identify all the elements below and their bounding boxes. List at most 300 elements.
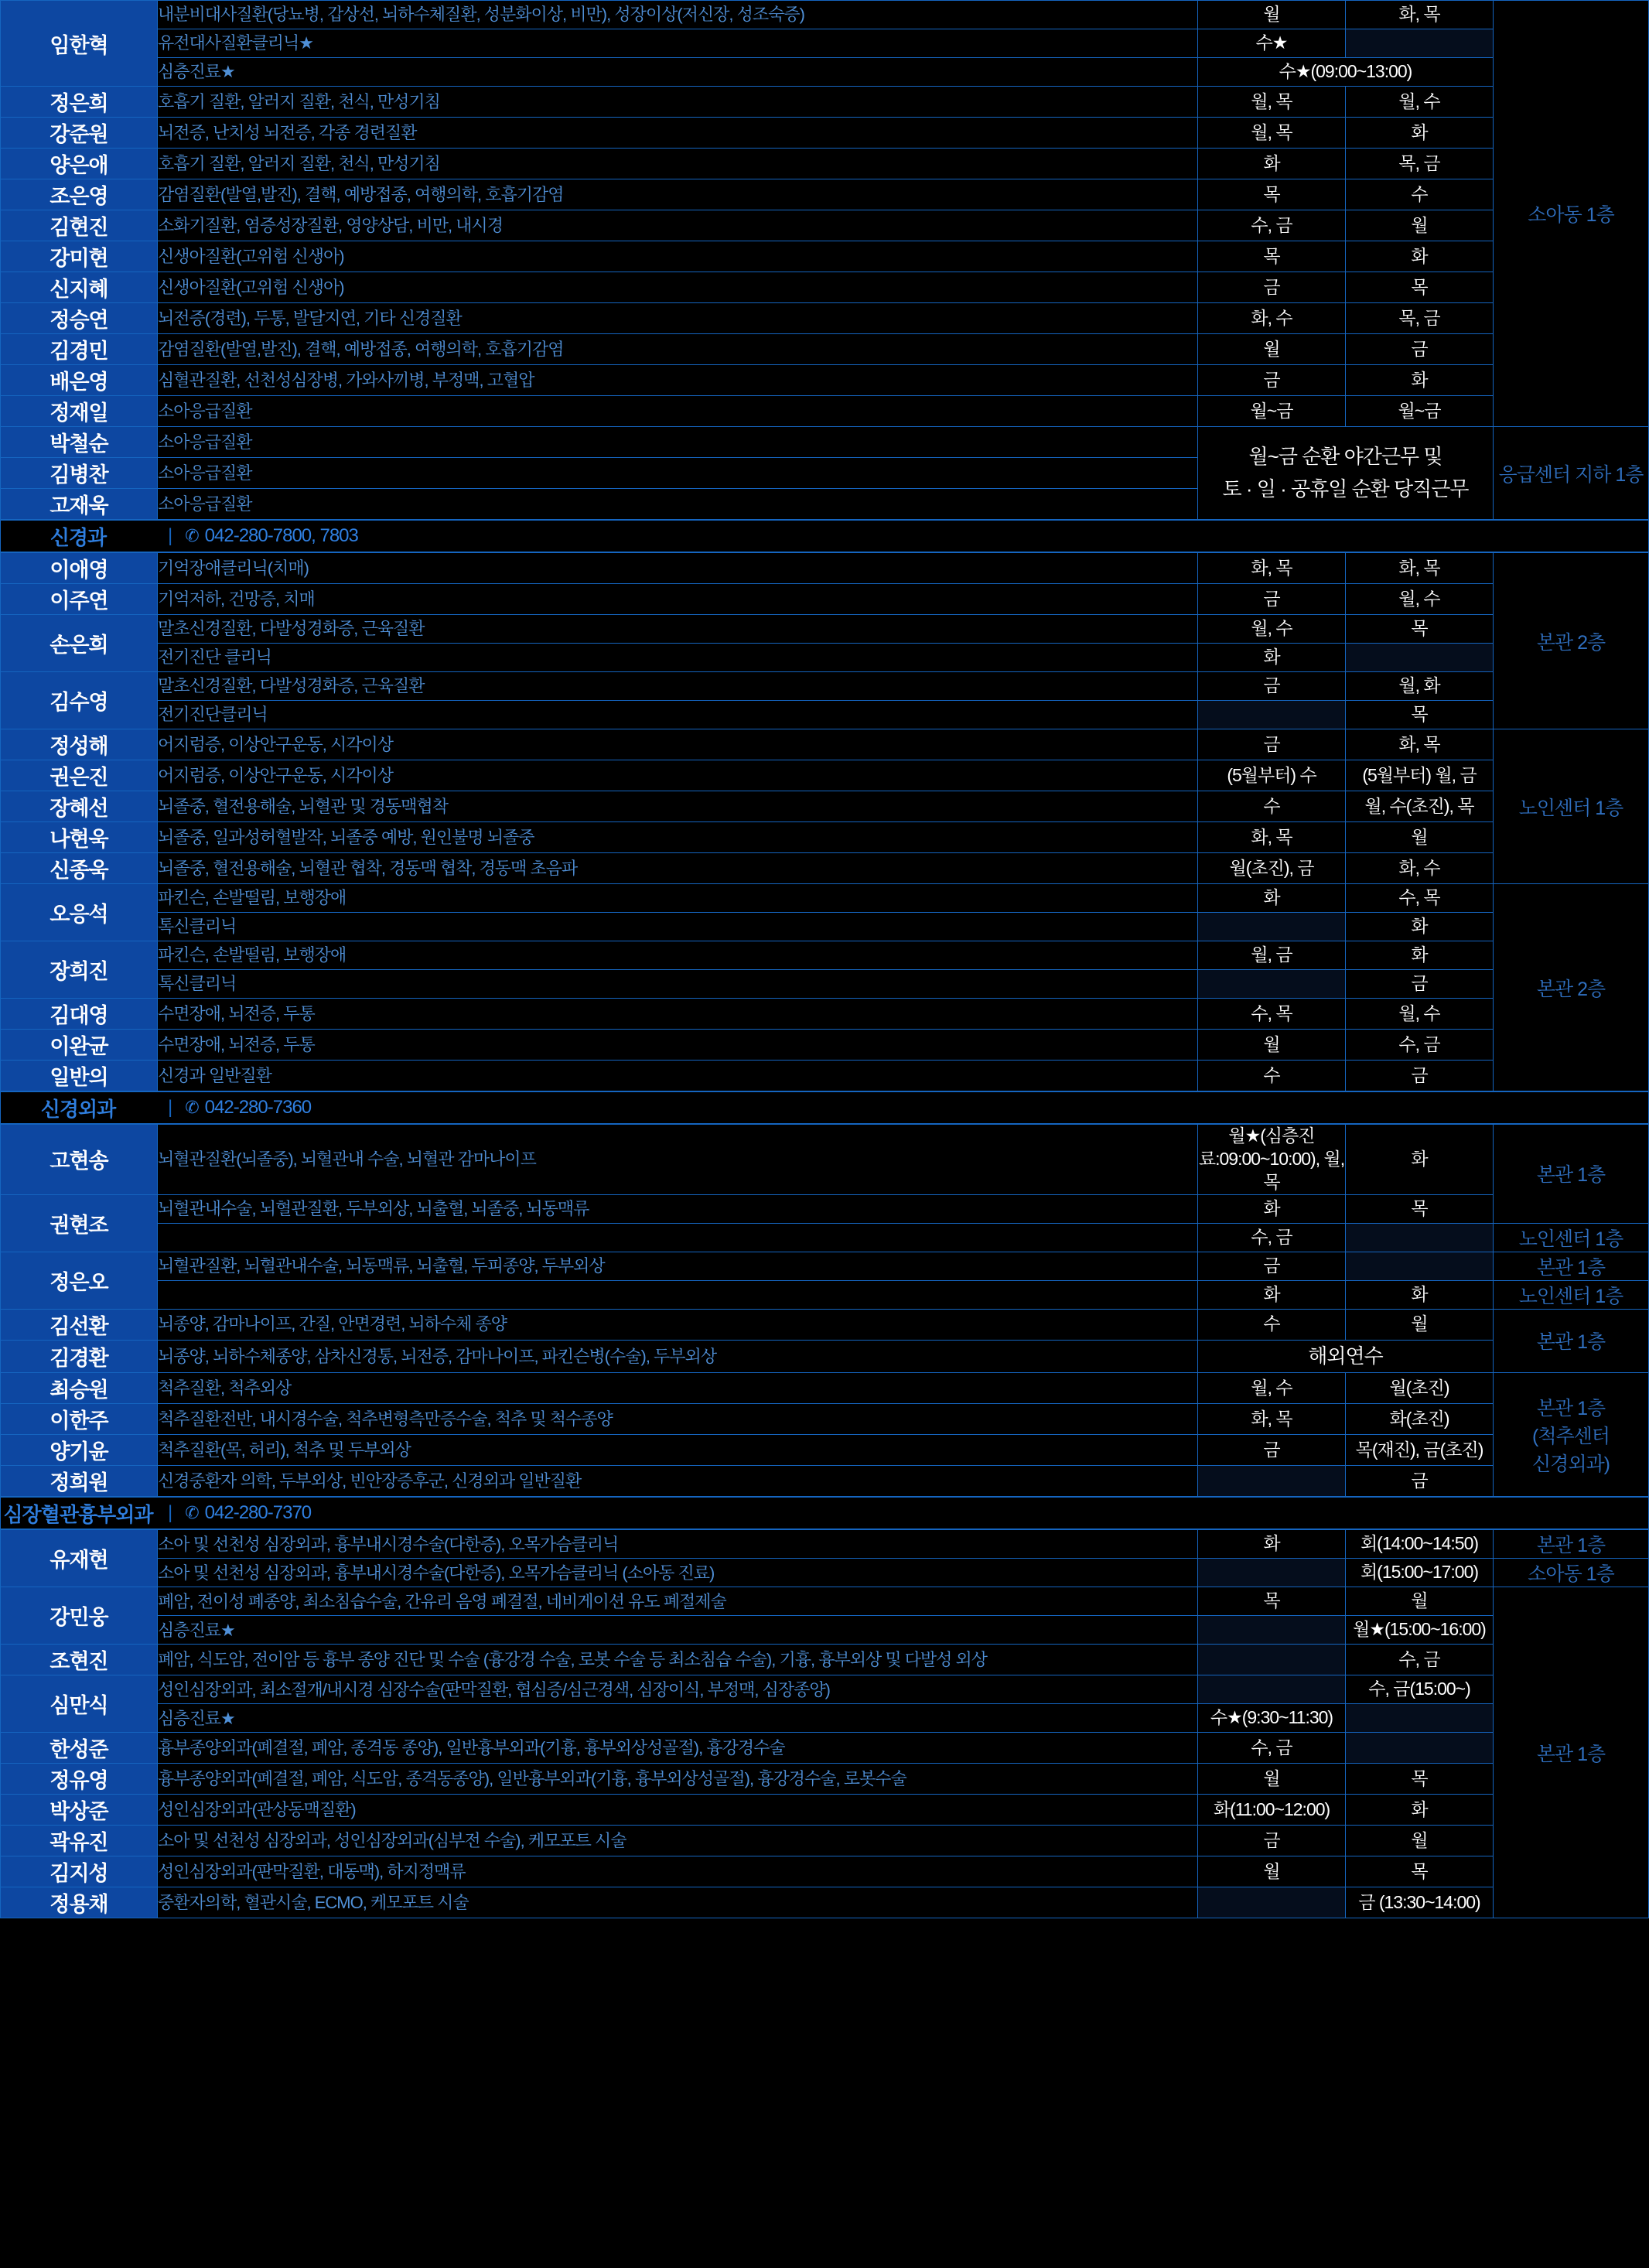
day-cell-morning: 금 [1198, 729, 1346, 760]
schedule-table [0, 1124, 1649, 1497]
day-cell-morning: 화 [1198, 884, 1346, 913]
table-row [1, 1887, 1649, 1918]
day-cell-afternoon: 월 [1346, 822, 1494, 853]
day-cell-morning: 금 [1198, 672, 1346, 701]
location-line: 응급센터 지하 1층 [1498, 463, 1644, 486]
doctor-name-cell: 오응석 [1, 884, 158, 941]
table-row [1, 584, 1649, 615]
location-cell [1494, 1125, 1649, 1224]
day-cell-morning: 수 [1198, 1061, 1346, 1091]
schedule-table [0, 0, 1649, 520]
day-cell-morning: 월 [1198, 1030, 1346, 1061]
location-cell [1494, 1587, 1649, 1918]
location-cell [1494, 1309, 1649, 1373]
day-cell-afternoon: 수 [1346, 179, 1494, 210]
location-line: 신경외과) [1532, 1453, 1610, 1475]
specialty-cell: 척추질환, 척추외상 [158, 1373, 1198, 1404]
doctor-name-cell: 배은영 [1, 365, 158, 396]
day-cell-morning: 화 [1198, 1280, 1346, 1309]
department-name: 신경외과 [40, 1097, 116, 1121]
doctor-name-cell: 정용채 [1, 1887, 158, 1918]
table-row [1, 29, 1649, 58]
day-cell-morning [1198, 913, 1346, 941]
specialty-cell: 뇌종양, 뇌하수체종양, 삼차신경통, 뇌전증, 감마나이프, 파킨슨병(수술), 두부외상 [158, 1340, 1198, 1373]
table-row [1, 1404, 1649, 1435]
specialty-cell: 뇌졸중, 혈전용해술, 뇌혈관 및 경동맥협착 [158, 791, 1198, 822]
table-row [1, 1795, 1649, 1826]
doctor-name-cell: 이주연 [1, 584, 158, 615]
doctor-name-cell: 정재일 [1, 396, 158, 427]
table-row [1, 179, 1649, 210]
doctor-name-cell: 김경민 [1, 334, 158, 365]
divider: | [168, 1097, 173, 1118]
day-cell-morning: 수, 금 [1198, 1223, 1346, 1252]
specialty-cell: 성인심장외과(관상동맥질환) [158, 1795, 1198, 1826]
day-cell-morning [1198, 1887, 1346, 1918]
location-cell [1494, 884, 1649, 1091]
day-cell-morning: 월 [1198, 334, 1346, 365]
day-cell-afternoon: 회(15:00~17:00) [1346, 1559, 1494, 1587]
specialty-cell: 뇌혈관질환, 뇌혈관내수술, 뇌동맥류, 뇌출혈, 두피종양, 두부외상 [158, 1252, 1198, 1280]
day-cell-morning: 화, 목 [1198, 1404, 1346, 1435]
day-cell-morning [1198, 1466, 1346, 1497]
schedule-table [0, 1529, 1649, 1918]
day-cell-span: 수★(09:00~13:00) [1198, 58, 1494, 87]
location-line: 소아동 1층 [1528, 204, 1614, 226]
day-cell-morning: 금 [1198, 272, 1346, 303]
table-row [1, 1466, 1649, 1497]
table-row [1, 1309, 1649, 1340]
location-line: 소아동 1층 [1528, 1563, 1614, 1586]
doctor-name-cell: 김대영 [1, 999, 158, 1030]
day-cell-afternoon: 화 [1346, 1125, 1494, 1195]
table-row [1, 760, 1649, 791]
day-cell-afternoon [1346, 644, 1494, 672]
doctor-name-cell: 김수영 [1, 672, 158, 729]
day-cell-morning: 월~금 [1198, 396, 1346, 427]
location-cell [1494, 729, 1649, 884]
doctor-name-cell: 이완균 [1, 1030, 158, 1061]
doctor-name-cell: 고재욱 [1, 489, 158, 520]
doctor-name-cell: 손은희 [1, 615, 158, 672]
specialty-cell: 성인심장외과(판막질환, 대동맥), 하지정맥류 [158, 1856, 1198, 1887]
specialty-cell: 호흡기 질환, 알러지 질환, 천식, 만성기침 [158, 149, 1198, 179]
day-cell-afternoon: 월~금 [1346, 396, 1494, 427]
day-cell-afternoon: 목, 금 [1346, 149, 1494, 179]
doctor-name-cell: 정성해 [1, 729, 158, 760]
day-cell-afternoon [1346, 1223, 1494, 1252]
table-row [1, 241, 1649, 272]
table-row [1, 1764, 1649, 1795]
department-phone [185, 1097, 311, 1119]
divider: | [168, 525, 173, 546]
day-cell-afternoon [1346, 1252, 1494, 1280]
day-cell-morning: 금 [1198, 584, 1346, 615]
table-row [1, 334, 1649, 365]
specialty-cell: 전기진단클리닉 [158, 701, 1198, 729]
specialty-cell: 소아 및 선천성 심장외과, 흉부내시경수술(다한증), 오목가슴클리닉 (소아동 진료) [158, 1559, 1198, 1587]
day-cell-afternoon: 월 [1346, 1826, 1494, 1856]
specialty-cell [158, 1280, 1198, 1309]
table-row [1, 1194, 1649, 1223]
phone-icon: ✆ [185, 526, 199, 545]
table-row [1, 210, 1649, 241]
department-phone-number: 042-280-7800, 7803 [204, 525, 358, 546]
table-row [1, 553, 1649, 584]
location-line: 노인센터 1층 [1518, 1228, 1623, 1250]
specialty-cell: 내분비대사질환(당뇨병, 갑상선, 뇌하수체질환, 성분화이상, 비만), 성장이상(저신장, 성조숙증) [158, 1, 1198, 29]
divider: | [168, 1502, 173, 1524]
specialty-cell: 파킨슨, 손발떨림, 보행장애 [158, 884, 1198, 913]
table-row [1, 1125, 1649, 1195]
day-cell-morning [1198, 1675, 1346, 1704]
day-cell-afternoon: 금 (13:30~14:00) [1346, 1887, 1494, 1918]
day-cell-afternoon: 금 [1346, 970, 1494, 999]
day-cell-afternoon: 월 [1346, 1309, 1494, 1340]
doctor-name-cell: 강민웅 [1, 1587, 158, 1645]
doctor-name-cell: 나현욱 [1, 822, 158, 853]
doctor-name-cell: 정은희 [1, 87, 158, 118]
doctor-name-cell: 김현진 [1, 210, 158, 241]
doctor-name-cell: 장혜선 [1, 791, 158, 822]
note-cell: 해외연수 [1198, 1340, 1494, 1373]
doctor-name-cell: 최승원 [1, 1373, 158, 1404]
location-cell [1494, 1, 1649, 427]
doctor-name-cell: 이애영 [1, 553, 158, 584]
specialty-cell: 전기진단 클리닉 [158, 644, 1198, 672]
location-line: 본관 1층 [1536, 1743, 1606, 1765]
specialty-cell: 소아응급질환 [158, 458, 1198, 489]
department-header [0, 520, 1649, 552]
specialty-cell: 흉부종양외과(폐결절, 폐암, 종격동 종양), 일반흉부외과(기흉, 흉부외상성골절), 흉강경수술 [158, 1733, 1198, 1764]
specialty-cell: 감염질환(발열,발진), 결핵, 예방접종, 여행의학, 호흡기감염 [158, 334, 1198, 365]
table-row [1, 1675, 1649, 1704]
table-row [1, 149, 1649, 179]
day-cell-afternoon: 금 [1346, 1061, 1494, 1091]
day-cell-afternoon: 금 [1346, 334, 1494, 365]
specialty-cell: 어지럼증, 이상안구운동, 시각이상 [158, 729, 1198, 760]
day-cell-morning: 월, 수 [1198, 615, 1346, 644]
location-line: 본관 1층 [1536, 1164, 1606, 1187]
table-row [1, 729, 1649, 760]
specialty-cell: 어지럼증, 이상안구운동, 시각이상 [158, 760, 1198, 791]
doctor-name-cell: 유재현 [1, 1530, 158, 1587]
day-cell-morning: 월 [1198, 1, 1346, 29]
phone-icon: ✆ [185, 1098, 199, 1117]
doctor-name-cell: 이한주 [1, 1404, 158, 1435]
doctor-name-cell: 김경환 [1, 1340, 158, 1373]
day-cell-morning: 화 [1198, 1530, 1346, 1559]
note-line: 토 · 일 · 공휴일 순환 당직근무 [1222, 476, 1469, 500]
table-row [1, 396, 1649, 427]
day-cell-morning: 금 [1198, 365, 1346, 396]
day-cell-morning: 화 [1198, 644, 1346, 672]
day-cell-morning: 목 [1198, 241, 1346, 272]
day-cell-afternoon: 목 [1346, 701, 1494, 729]
note-line: 월~금 순환 야간근무 및 [1248, 444, 1442, 468]
day-cell-afternoon: 화, 목 [1346, 1, 1494, 29]
day-cell-morning [1198, 701, 1346, 729]
doctor-name-cell: 양기윤 [1, 1435, 158, 1466]
specialty-cell: 폐암, 전이성 폐종양, 최소침습수술, 간유리 음영 폐결절, 네비게이션 유도 폐절제술 [158, 1587, 1198, 1616]
day-cell-morning: 월, 금 [1198, 941, 1346, 970]
specialty-cell: 척추질환전반, 내시경수술, 척추변형측만증수술, 척추 및 척수종양 [158, 1404, 1198, 1435]
day-cell-morning: 화, 목 [1198, 822, 1346, 853]
location-line: 본관 1층 [1536, 1256, 1606, 1279]
day-cell-afternoon: 월, 화 [1346, 672, 1494, 701]
specialty-cell: 소아응급질환 [158, 396, 1198, 427]
doctor-name-cell: 정유영 [1, 1764, 158, 1795]
specialty-cell: 호흡기 질환, 알러지 질환, 천식, 만성기침 [158, 87, 1198, 118]
specialty-cell: 뇌졸중, 혈전용해술, 뇌혈관 협착, 경동맥 협착, 경동맥 초음파 [158, 853, 1198, 884]
day-cell-morning: 월 [1198, 1764, 1346, 1795]
specialty-cell: 성인심장외과, 최소절개/내시경 심장수술(판막질환, 협심증/심근경색, 심장이식, 부정맥, 심장종양) [158, 1675, 1198, 1704]
location-cell [1494, 1252, 1649, 1280]
day-cell-afternoon: 화, 수 [1346, 853, 1494, 884]
specialty-cell: 뇌혈관내수술, 뇌혈관질환, 두부외상, 뇌출혈, 뇌졸중, 뇌동맥류 [158, 1194, 1198, 1223]
specialty-cell: 소아응급질환 [158, 427, 1198, 458]
specialty-cell: 소아 및 선천성 심장외과, 성인심장외과(심부전 수술), 케모포트 시술 [158, 1826, 1198, 1856]
day-cell-morning [1198, 1645, 1346, 1675]
day-cell-afternoon: 월★(15:00~16:00) [1346, 1616, 1494, 1645]
table-row [1, 1530, 1649, 1559]
day-cell-afternoon: 수, 금(15:00~) [1346, 1675, 1494, 1704]
day-cell-morning: 금 [1198, 1435, 1346, 1466]
table-row [1, 118, 1649, 149]
day-cell-afternoon [1346, 1704, 1494, 1733]
table-row [1, 87, 1649, 118]
day-cell-afternoon: 금 [1346, 1466, 1494, 1497]
doctor-name-cell: 박상준 [1, 1795, 158, 1826]
department-phone-number: 042-280-7370 [204, 1502, 312, 1524]
day-cell-morning [1198, 1616, 1346, 1645]
table-row [1, 1252, 1649, 1280]
doctor-name-cell: 고현송 [1, 1125, 158, 1195]
day-cell-afternoon: 월 [1346, 1587, 1494, 1616]
table-row [1, 1373, 1649, 1404]
day-cell-afternoon: 월, 수(초진), 목 [1346, 791, 1494, 822]
day-cell-morning: 수★(9:30~11:30) [1198, 1704, 1346, 1733]
department-header-cell [1, 1092, 1649, 1124]
location-line: 본관 1층 [1536, 1535, 1606, 1557]
location-line: 노인센터 1층 [1518, 1285, 1623, 1307]
doctor-name-cell: 김선환 [1, 1309, 158, 1340]
table-row [1, 1435, 1649, 1466]
schedule-table [0, 552, 1649, 1091]
specialty-cell: 척추질환(목, 허리), 척추 및 두부외상 [158, 1435, 1198, 1466]
specialty-cell: 심층진료★ [158, 58, 1198, 87]
doctor-name-cell: 김병찬 [1, 458, 158, 489]
doctor-name-cell: 장희진 [1, 941, 158, 999]
table-row [1, 615, 1649, 644]
day-cell-morning: 화 [1198, 1194, 1346, 1223]
day-cell-morning: 목 [1198, 1587, 1346, 1616]
day-cell-afternoon: 월 [1346, 210, 1494, 241]
day-cell-morning: 월, 수 [1198, 1373, 1346, 1404]
location-line: 본관 1층 [1536, 1331, 1606, 1354]
table-row [1, 1559, 1649, 1587]
day-cell-afternoon: 수, 금 [1346, 1030, 1494, 1061]
doctor-name-cell: 권현조 [1, 1194, 158, 1252]
specialty-cell: 수면장애, 뇌전증, 두통 [158, 999, 1198, 1030]
specialty-cell: 소화기질환, 염증성장질환, 영양상담, 비만, 내시경 [158, 210, 1198, 241]
day-cell-afternoon: 목 [1346, 1856, 1494, 1887]
table-row [1, 1061, 1649, 1091]
specialty-cell: 감염질환(발열,발진), 결핵, 예방접종, 여행의학, 호흡기감염 [158, 179, 1198, 210]
table-row [1, 1, 1649, 29]
table-row [1, 672, 1649, 701]
location-line: 본관 2층 [1536, 631, 1606, 654]
day-cell-afternoon: 화 [1346, 1280, 1494, 1309]
department-phone-number: 042-280-7360 [204, 1097, 312, 1118]
specialty-cell: 뇌혈관질환(뇌졸중), 뇌혈관내 수술, 뇌혈관 감마나이프 [158, 1125, 1198, 1195]
day-cell-afternoon: 목 [1346, 1764, 1494, 1795]
table-row [1, 913, 1649, 941]
department-header [0, 1497, 1649, 1529]
location-line: 본관 1층 [1536, 1397, 1606, 1419]
day-cell-morning: (5월부터) 수 [1198, 760, 1346, 791]
specialty-cell: 소아 및 선천성 심장외과, 흉부내시경수술(다한증), 오목가슴클리닉 [158, 1530, 1198, 1559]
department-header-row [1, 521, 1648, 552]
specialty-cell: 유전대사질환클리닉★ [158, 29, 1198, 58]
day-cell-afternoon: 목 [1346, 615, 1494, 644]
location-cell [1494, 553, 1649, 729]
specialty-cell: 흉부종양외과(폐결절, 폐암, 식도암, 종격동종양), 일반흉부외과(기흉, 흉부외상성골절), 흉강경수술, 로봇수술 [158, 1764, 1198, 1795]
day-cell-morning: 수 [1198, 791, 1346, 822]
table-row [1, 1856, 1649, 1887]
day-cell-afternoon: 화, 목 [1346, 553, 1494, 584]
table-row [1, 303, 1649, 334]
table-row [1, 853, 1649, 884]
day-cell-morning [1198, 970, 1346, 999]
location-line: 노인센터 1층 [1518, 797, 1623, 819]
day-cell-morning [1198, 1559, 1346, 1587]
specialty-cell: 뇌전증, 난치성 뇌전증, 각종 경련질환 [158, 118, 1198, 149]
day-cell-morning: 월 [1198, 1856, 1346, 1887]
specialty-cell: 심층진료★ [158, 1704, 1198, 1733]
specialty-cell: 말초신경질환, 다발성경화증, 근육질환 [158, 672, 1198, 701]
day-cell-afternoon: 화, 목 [1346, 729, 1494, 760]
specialty-cell: 기억장애클리닉(치매) [158, 553, 1198, 584]
day-cell-afternoon [1346, 29, 1494, 58]
doctor-name-cell: 정승연 [1, 303, 158, 334]
specialty-cell: 기억저하, 건망증, 치매 [158, 584, 1198, 615]
department-phone [185, 1502, 311, 1524]
day-cell-afternoon: 화(초진) [1346, 1404, 1494, 1435]
day-cell-morning: 수, 금 [1198, 210, 1346, 241]
location-cell [1494, 1559, 1649, 1587]
table-row [1, 791, 1649, 822]
department-header-cell [1, 1498, 1649, 1529]
specialty-cell: 수면장애, 뇌전증, 두통 [158, 1030, 1198, 1061]
day-cell-afternoon: 회(14:00~14:50) [1346, 1530, 1494, 1559]
doctor-name-cell: 박철순 [1, 427, 158, 458]
table-row [1, 970, 1649, 999]
day-cell-morning: 월, 목 [1198, 87, 1346, 118]
table-row [1, 365, 1649, 396]
day-cell-afternoon: 목 [1346, 272, 1494, 303]
doctor-name-cell: 강준원 [1, 118, 158, 149]
table-row [1, 272, 1649, 303]
table-row [1, 941, 1649, 970]
day-cell-afternoon: 화 [1346, 241, 1494, 272]
day-cell-afternoon [1346, 1733, 1494, 1764]
table-row [1, 427, 1649, 458]
day-cell-afternoon: 화 [1346, 118, 1494, 149]
location-cell [1494, 1280, 1649, 1309]
table-row [1, 1340, 1649, 1373]
doctor-name-cell: 일반의 [1, 1061, 158, 1091]
specialty-cell: 심층진료★ [158, 1616, 1198, 1645]
specialty-cell: 폐암, 식도암, 전이암 등 흉부 종양 진단 및 수술 (흉강경 수술, 로봇 수술 등 최소침습 수술), 기흉, 흉부외상 및 다발성 외상 [158, 1645, 1198, 1675]
day-cell-afternoon: 월(초진) [1346, 1373, 1494, 1404]
specialty-cell: 신생아질환(고위험 신생아) [158, 241, 1198, 272]
day-cell-afternoon: 수, 목 [1346, 884, 1494, 913]
specialty-cell: 소아응급질환 [158, 489, 1198, 520]
doctor-name-cell: 정은오 [1, 1252, 158, 1309]
specialty-cell: 중환자의학, 혈관시술, ECMO, 케모포트 시술 [158, 1887, 1198, 1918]
specialty-cell: 신생아질환(고위험 신생아) [158, 272, 1198, 303]
doctor-name-cell: 김지성 [1, 1856, 158, 1887]
specialty-cell: 말초신경질환, 다발성경화증, 근육질환 [158, 615, 1198, 644]
table-row [1, 644, 1649, 672]
day-cell-afternoon: 목 [1346, 1194, 1494, 1223]
doctor-name-cell: 양은애 [1, 149, 158, 179]
location-cell [1494, 1530, 1649, 1559]
table-row [1, 1704, 1649, 1733]
doctor-name-cell: 한성준 [1, 1733, 158, 1764]
doctor-name-cell: 곽유진 [1, 1826, 158, 1856]
day-cell-afternoon: 화 [1346, 365, 1494, 396]
table-row [1, 1587, 1649, 1616]
table-row [1, 701, 1649, 729]
day-cell-afternoon: 월, 수 [1346, 999, 1494, 1030]
day-cell-afternoon: 화 [1346, 1795, 1494, 1826]
day-cell-morning: 수, 금 [1198, 1733, 1346, 1764]
day-cell-morning: 수, 목 [1198, 999, 1346, 1030]
day-cell-afternoon: 화 [1346, 941, 1494, 970]
specialty-cell: 파킨슨, 손발떨림, 보행장애 [158, 941, 1198, 970]
day-cell-morning: 수★ [1198, 29, 1346, 58]
specialty-cell [158, 1223, 1198, 1252]
day-cell-morning: 금 [1198, 1252, 1346, 1280]
department-header [0, 1091, 1649, 1124]
day-cell-afternoon: 목(재진), 금(초진) [1346, 1435, 1494, 1466]
day-cell-afternoon: 목, 금 [1346, 303, 1494, 334]
table-row [1, 1733, 1649, 1764]
specialty-cell: 톡신클리닉 [158, 913, 1198, 941]
department-name: 신경과 [50, 525, 107, 549]
doctor-name-cell: 신종욱 [1, 853, 158, 884]
table-row [1, 58, 1649, 87]
day-cell-morning: 월, 목 [1198, 118, 1346, 149]
doctor-name-cell: 조은영 [1, 179, 158, 210]
department-name: 심장혈관흉부외과 [3, 1502, 153, 1526]
day-cell-afternoon: 월, 수 [1346, 584, 1494, 615]
doctor-name-cell: 신지혜 [1, 272, 158, 303]
location-line: 본관 2층 [1536, 978, 1606, 1000]
table-row [1, 884, 1649, 913]
specialty-cell: 톡신클리닉 [158, 970, 1198, 999]
specialty-cell: 심혈관질환, 선천성심장병, 가와사끼병, 부정맥, 고혈압 [158, 365, 1198, 396]
phone-icon: ✆ [185, 1503, 199, 1523]
day-cell-morning: 목 [1198, 179, 1346, 210]
day-cell-morning: 화 [1198, 149, 1346, 179]
location-cell [1494, 1373, 1649, 1497]
doctor-name-cell: 강미현 [1, 241, 158, 272]
day-cell-morning: 화, 수 [1198, 303, 1346, 334]
table-row [1, 1280, 1649, 1309]
